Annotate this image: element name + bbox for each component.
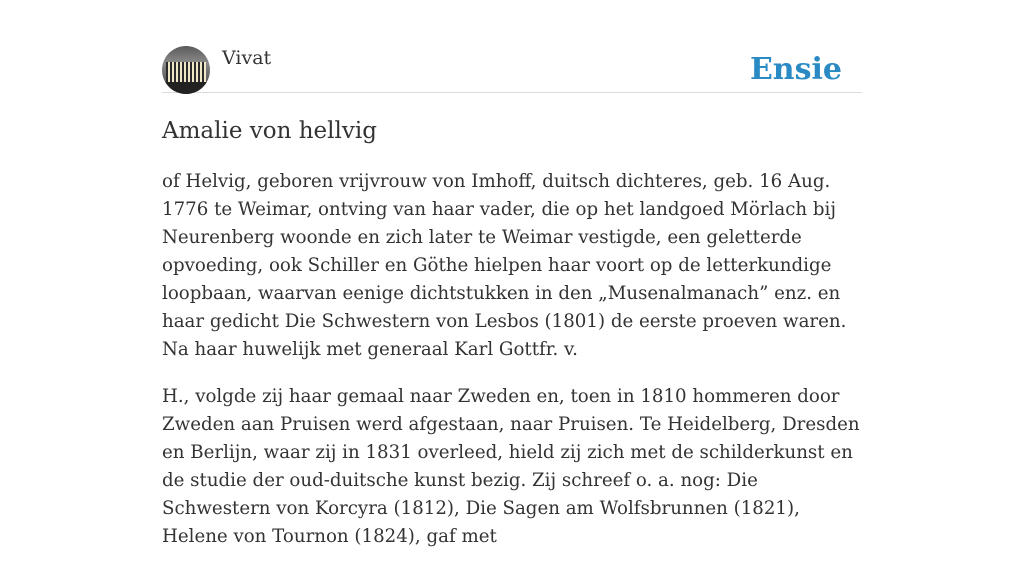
- ensie-logo[interactable]: Ensie: [749, 52, 842, 87]
- article-body: [162, 168, 862, 570]
- article-title: Amalie von hellvig: [162, 118, 377, 144]
- site-name-link[interactable]: Vivat: [222, 47, 272, 69]
- bookshelf-avatar-icon[interactable]: [162, 46, 210, 94]
- site-header: [162, 46, 862, 93]
- avatar-books: [166, 62, 206, 82]
- article-paragraph-2: H., volgde zij haar gemaal naar Zweden en, toen in 1810 hommeren door Zweden aan Pruisen werd afgestaan, naar Pruisen. Te Heidelberg, Dresden en Berlijn, waar zij in 1831 overleed, hield zij zich met de schilderkunst en de studie der oud-duitsche kunst bezig. Zij schreef o. a. nog: Die Schwestern von Korcyra (1812), Die Sagen am Wolfsbrunnen (1821), Helene von Tournon (1824), gaf met: [162, 386, 860, 547]
- avatar-shelf-base: [162, 82, 210, 94]
- article-paragraph-1: of Helvig, geboren vrijvrouw von Imhoff, duitsch dichteres, geb. 16 Aug. 1776 te Weimar, ontving van haar vader, die op het landgoed Mörlach bij Neurenberg woonde en zich later te Weimar vestigde, een geletterde opvoeding, ook Schiller en Göthe hielpen haar voort op de letterkundige loopbaan, waarvan eenige dichtstukken in den „Musenalmanach” enz. en haar gedicht Die Schwestern von Lesbos (1801) de eerste proeven waren. Na haar huwelijk met generaal Karl Gottfr. v.: [162, 171, 847, 360]
